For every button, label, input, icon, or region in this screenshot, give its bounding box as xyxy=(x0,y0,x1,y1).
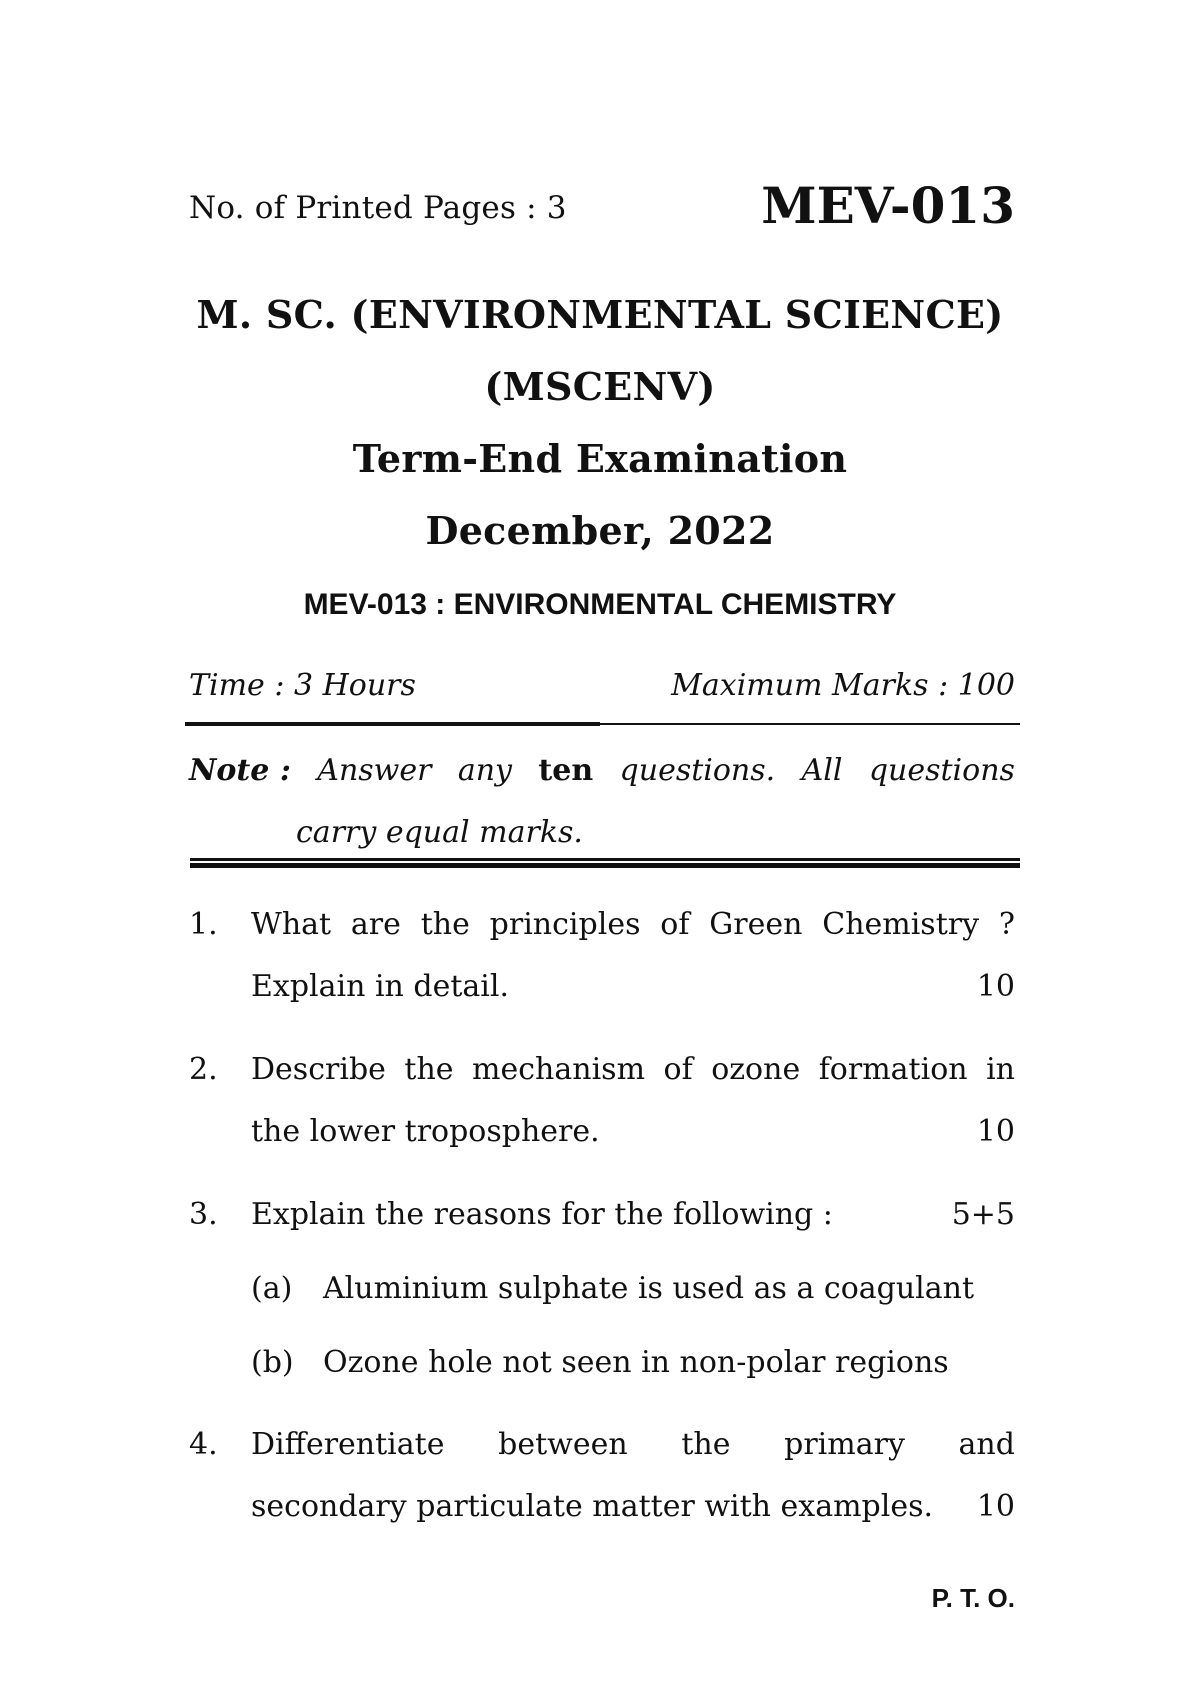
text-word: the xyxy=(404,1052,454,1087)
text-word: of xyxy=(663,1052,693,1087)
course-title: MEV-013 : ENVIRONMENTAL CHEMISTRY xyxy=(303,588,897,621)
text-word: of xyxy=(660,907,690,942)
text-word: Differentiate xyxy=(251,1427,445,1462)
divider-rule xyxy=(190,858,1020,861)
text-word: the xyxy=(681,1427,731,1462)
note-word: any xyxy=(457,753,512,788)
text-word: ozone xyxy=(711,1052,801,1087)
question-marks: 10 xyxy=(976,1114,1015,1149)
question-text-line: secondary particulate matter with examples. xyxy=(251,1489,934,1524)
note-word: Answer xyxy=(317,753,432,788)
text-word: Describe xyxy=(251,1052,386,1087)
course-code-header: MEV-013 xyxy=(761,176,1015,235)
divider-rule xyxy=(185,722,600,726)
text-word: and xyxy=(958,1427,1015,1462)
divider-rule xyxy=(190,863,1020,868)
text-word: ? xyxy=(998,907,1015,942)
subpart-text: Aluminium sulphate is used as a coagulant xyxy=(323,1271,975,1306)
question-subpart xyxy=(251,1258,974,1320)
question-text-line xyxy=(251,1039,1015,1101)
question-item xyxy=(189,1184,1015,1246)
text-word: What xyxy=(251,907,332,942)
text-word: in xyxy=(986,1052,1015,1087)
text-word: principles xyxy=(489,907,641,942)
question-text-line: Explain the reasons for the following : xyxy=(251,1197,833,1232)
text-word: formation xyxy=(818,1052,968,1087)
text-word: mechanism xyxy=(472,1052,646,1087)
note-word: questions xyxy=(868,753,1015,788)
note-label: Note : xyxy=(189,753,291,788)
question-marks: 10 xyxy=(976,1489,1015,1524)
question-marks: 5+5 xyxy=(951,1197,1015,1232)
maximum-marks: Maximum Marks : 100 xyxy=(671,668,1015,703)
divider-rule xyxy=(600,723,1020,725)
exam-title: Term-End Examination xyxy=(352,436,848,481)
text-word: Chemistry xyxy=(822,907,980,942)
instructions-note xyxy=(189,740,1015,864)
question-item xyxy=(189,894,1015,1018)
question-number: 4. xyxy=(189,1427,218,1462)
question-item xyxy=(189,1414,1015,1538)
question-text-line: the lower troposphere. xyxy=(251,1114,600,1149)
note-word: All xyxy=(801,753,843,788)
text-word: are xyxy=(350,907,401,942)
printed-pages-count: No. of Printed Pages : 3 xyxy=(189,190,567,226)
question-number: 2. xyxy=(189,1052,218,1087)
text-word: primary xyxy=(784,1427,905,1462)
question-text-line: Explain in detail. xyxy=(251,969,510,1004)
question-marks: 10 xyxy=(976,969,1015,1004)
note-word: questions. xyxy=(619,753,776,788)
question-text-line xyxy=(251,1414,1015,1476)
time-allowed: Time : 3 Hours xyxy=(189,668,416,703)
question-number: 1. xyxy=(189,907,218,942)
subpart-label: (b) xyxy=(251,1345,294,1380)
subpart-label: (a) xyxy=(251,1271,293,1306)
question-text-line xyxy=(251,894,1015,956)
question-number: 3. xyxy=(189,1197,218,1232)
question-item xyxy=(189,1039,1015,1163)
subpart-text: Ozone hole not seen in non-polar regions xyxy=(323,1345,949,1380)
text-word: Green xyxy=(709,907,803,942)
page-turn-indicator: P. T. O. xyxy=(931,1583,1015,1613)
text-word: between xyxy=(498,1427,628,1462)
programme-title: M. SC. (ENVIRONMENTAL SCIENCE) xyxy=(196,292,1004,337)
text-word: the xyxy=(420,907,470,942)
exam-date: December, 2022 xyxy=(425,508,775,553)
programme-code: (MSCENV) xyxy=(484,364,716,409)
note-text-line2: carry equal marks. xyxy=(296,815,583,850)
note-word: ten xyxy=(538,753,594,788)
question-subpart xyxy=(251,1332,949,1394)
